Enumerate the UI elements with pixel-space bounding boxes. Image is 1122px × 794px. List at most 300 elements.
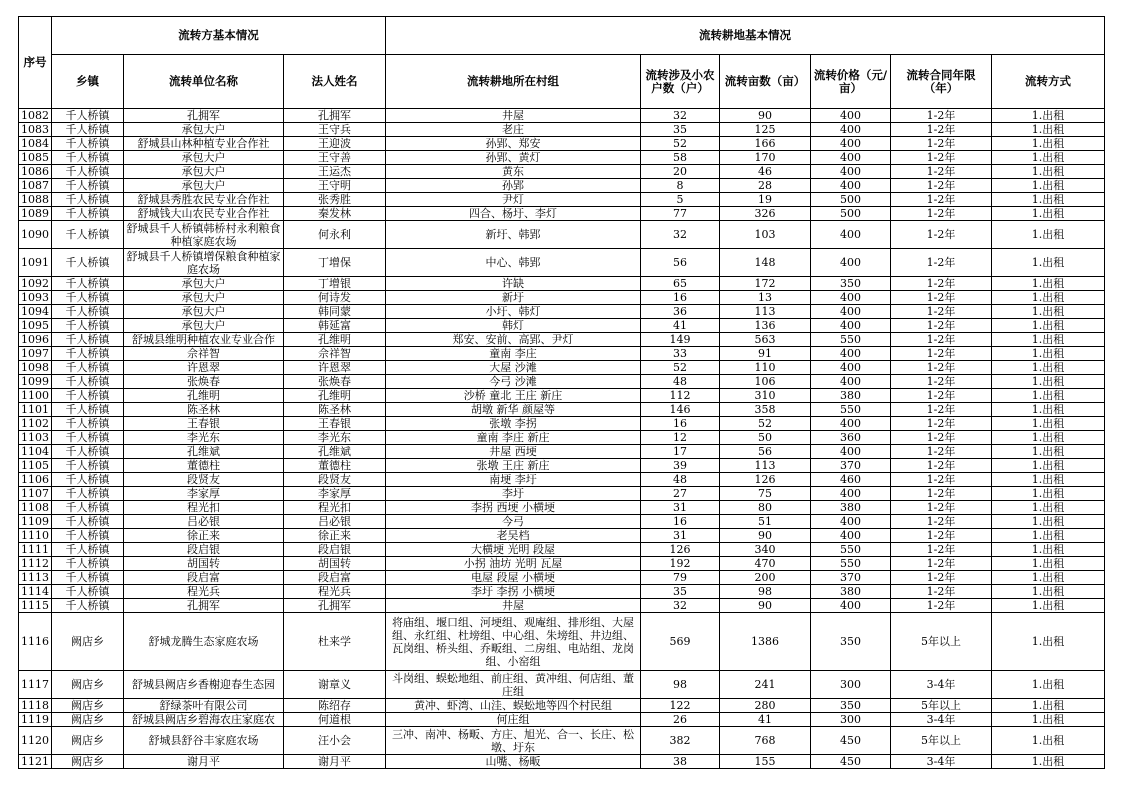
transferee-group-header: 流转方基本情况 — [52, 17, 386, 55]
town-cell: 千人桥镇 — [52, 137, 124, 151]
legal-person-cell: 段启银 — [284, 543, 386, 557]
method-cell: 1.出租 — [992, 305, 1105, 319]
village-group-cell: 新圩、韩郢 — [386, 221, 641, 249]
term-cell: 1-2年 — [891, 361, 992, 375]
area-cell: 50 — [720, 431, 811, 445]
area-cell: 113 — [720, 305, 811, 319]
town-cell: 千人桥镇 — [52, 319, 124, 333]
price-cell: 500 — [811, 207, 891, 221]
area-cell: 125 — [720, 123, 811, 137]
area-cell: 106 — [720, 375, 811, 389]
area-cell: 200 — [720, 571, 811, 585]
term-cell: 3-4年 — [891, 713, 992, 727]
seq-cell: 1113 — [19, 571, 52, 585]
term-cell: 1-2年 — [891, 179, 992, 193]
term-cell: 1-2年 — [891, 319, 992, 333]
seq-cell: 1105 — [19, 459, 52, 473]
term-cell: 1-2年 — [891, 487, 992, 501]
price-cell: 350 — [811, 699, 891, 713]
unit-name-cell: 程光兵 — [124, 585, 284, 599]
area-cell: 170 — [720, 151, 811, 165]
area-cell: 41 — [720, 713, 811, 727]
area-cell: 46 — [720, 165, 811, 179]
table-row — [19, 361, 1105, 375]
price-cell: 400 — [811, 249, 891, 277]
method-cell: 1.出租 — [992, 529, 1105, 543]
area-cell: 91 — [720, 347, 811, 361]
price-cell: 400 — [811, 445, 891, 459]
seq-cell: 1115 — [19, 599, 52, 613]
table-row — [19, 193, 1105, 207]
method-cell: 1.出租 — [992, 487, 1105, 501]
method-cell: 1.出租 — [992, 193, 1105, 207]
unit-name-cell: 孔维明 — [124, 389, 284, 403]
seq-cell: 1110 — [19, 529, 52, 543]
village-group-cell: 郑安、安前、高郢、尹灯 — [386, 333, 641, 347]
table-row — [19, 487, 1105, 501]
method-cell: 1.出租 — [992, 403, 1105, 417]
village-group-cell: 张墩 李拐 — [386, 417, 641, 431]
unit-name-cell: 段启银 — [124, 543, 284, 557]
price-cell: 450 — [811, 727, 891, 755]
village-group-cell: 将庙组、堰口组、河埂组、观庵组、排形组、大屋组、永红组、杜塝组、中心组、朱塝组、井边组、瓦岗组、桥头组、乔畈组、二房组、电站组、龙岗组、小窑组 — [386, 613, 641, 671]
households-cell: 56 — [641, 249, 720, 277]
town-cell: 千人桥镇 — [52, 193, 124, 207]
method-cell: 1.出租 — [992, 557, 1105, 571]
term-cell: 1-2年 — [891, 137, 992, 151]
method-cell: 1.出租 — [992, 713, 1105, 727]
table-row — [19, 277, 1105, 291]
term-cell: 1-2年 — [891, 249, 992, 277]
method-cell: 1.出租 — [992, 361, 1105, 375]
term-cell: 1-2年 — [891, 417, 992, 431]
method-cell: 1.出租 — [992, 249, 1105, 277]
table-row — [19, 347, 1105, 361]
households-cell: 32 — [641, 599, 720, 613]
households-cell: 52 — [641, 361, 720, 375]
table-row — [19, 207, 1105, 221]
method-cell: 1.出租 — [992, 613, 1105, 671]
area-cell: 90 — [720, 599, 811, 613]
households-cell: 16 — [641, 515, 720, 529]
price-cell: 400 — [811, 179, 891, 193]
legal-person-cell: 吕必银 — [284, 515, 386, 529]
legal-person-cell: 韩同蒙 — [284, 305, 386, 319]
price-cell: 400 — [811, 375, 891, 389]
term-cell: 1-2年 — [891, 501, 992, 515]
price-cell: 460 — [811, 473, 891, 487]
method-cell: 1.出租 — [992, 109, 1105, 123]
legal-person-cell: 谢月平 — [284, 755, 386, 769]
legal-person-cell: 王守善 — [284, 151, 386, 165]
town-cell: 阙店乡 — [52, 671, 124, 699]
area-cell: 103 — [720, 221, 811, 249]
method-cell: 1.出租 — [992, 389, 1105, 403]
price-cell: 400 — [811, 123, 891, 137]
seq-cell: 1121 — [19, 755, 52, 769]
households-cell: 122 — [641, 699, 720, 713]
unit-name-cell: 段贤友 — [124, 473, 284, 487]
households-cell: 149 — [641, 333, 720, 347]
table-row — [19, 543, 1105, 557]
price-cell: 550 — [811, 543, 891, 557]
unit-name-cell: 许恩翠 — [124, 361, 284, 375]
legal-person-cell: 丁增银 — [284, 277, 386, 291]
town-cell: 千人桥镇 — [52, 249, 124, 277]
legal-person-cell: 秦发林 — [284, 207, 386, 221]
method-cell: 1.出租 — [992, 165, 1105, 179]
table-row — [19, 613, 1105, 671]
term-cell: 5年以上 — [891, 727, 992, 755]
price-cell: 400 — [811, 165, 891, 179]
village-group-cell: 李圩 — [386, 487, 641, 501]
method-cell: 1.出租 — [992, 599, 1105, 613]
village-group-cell: 大屋 沙滩 — [386, 361, 641, 375]
town-cell: 千人桥镇 — [52, 585, 124, 599]
households-cell: 48 — [641, 473, 720, 487]
col-header-village-group: 流转耕地所在村组 — [386, 55, 641, 109]
method-cell: 1.出租 — [992, 515, 1105, 529]
legal-person-cell: 王守明 — [284, 179, 386, 193]
households-cell: 126 — [641, 543, 720, 557]
method-cell: 1.出租 — [992, 207, 1105, 221]
unit-name-cell: 承包大户 — [124, 123, 284, 137]
legal-person-cell: 丁增保 — [284, 249, 386, 277]
seq-cell: 1087 — [19, 179, 52, 193]
term-cell: 5年以上 — [891, 699, 992, 713]
table-row — [19, 333, 1105, 347]
price-cell: 400 — [811, 487, 891, 501]
area-cell: 310 — [720, 389, 811, 403]
village-group-cell: 尹灯 — [386, 193, 641, 207]
area-cell: 98 — [720, 585, 811, 599]
legal-person-cell: 张焕春 — [284, 375, 386, 389]
term-cell: 1-2年 — [891, 445, 992, 459]
table-body — [19, 109, 1105, 769]
town-cell: 千人桥镇 — [52, 501, 124, 515]
term-cell: 1-2年 — [891, 109, 992, 123]
area-cell: 90 — [720, 109, 811, 123]
legal-person-cell: 王守兵 — [284, 123, 386, 137]
table-row — [19, 109, 1105, 123]
method-cell: 1.出租 — [992, 671, 1105, 699]
area-cell: 172 — [720, 277, 811, 291]
town-cell: 千人桥镇 — [52, 571, 124, 585]
area-cell: 340 — [720, 543, 811, 557]
area-cell: 80 — [720, 501, 811, 515]
legal-person-cell: 王春银 — [284, 417, 386, 431]
term-cell: 1-2年 — [891, 515, 992, 529]
price-cell: 400 — [811, 109, 891, 123]
unit-name-cell: 李光东 — [124, 431, 284, 445]
method-cell: 1.出租 — [992, 699, 1105, 713]
unit-name-cell: 舒城县千人桥镇增保粮食种植家庭农场 — [124, 249, 284, 277]
village-group-cell: 今弓 沙滩 — [386, 375, 641, 389]
col-header-price: 流转价格（元/亩） — [811, 55, 891, 109]
table-row — [19, 123, 1105, 137]
households-cell: 12 — [641, 431, 720, 445]
table-row — [19, 137, 1105, 151]
village-group-cell: 童南 李庄 新庄 — [386, 431, 641, 445]
households-cell: 36 — [641, 305, 720, 319]
table-row — [19, 727, 1105, 755]
term-cell: 1-2年 — [891, 333, 992, 347]
unit-name-cell: 舒城县千人桥镇韩桥村永利粮食种植家庭农场 — [124, 221, 284, 249]
table-row — [19, 291, 1105, 305]
price-cell: 450 — [811, 755, 891, 769]
price-cell: 400 — [811, 305, 891, 319]
price-cell: 400 — [811, 291, 891, 305]
area-cell: 126 — [720, 473, 811, 487]
town-cell: 千人桥镇 — [52, 543, 124, 557]
village-group-cell: 井屋 西埂 — [386, 445, 641, 459]
seq-cell: 1107 — [19, 487, 52, 501]
area-cell: 13 — [720, 291, 811, 305]
method-cell: 1.出租 — [992, 277, 1105, 291]
village-group-cell: 中心、韩郢 — [386, 249, 641, 277]
term-cell: 1-2年 — [891, 599, 992, 613]
legal-person-cell: 陈圣林 — [284, 403, 386, 417]
table-row — [19, 403, 1105, 417]
unit-name-cell: 张焕春 — [124, 375, 284, 389]
village-group-cell: 小拐 油坊 光明 瓦屋 — [386, 557, 641, 571]
area-cell: 136 — [720, 319, 811, 333]
unit-name-cell: 舒城县山林种植专业合作社 — [124, 137, 284, 151]
method-cell: 1.出租 — [992, 137, 1105, 151]
households-cell: 39 — [641, 459, 720, 473]
legal-person-cell: 何诗发 — [284, 291, 386, 305]
village-group-cell: 三冲、南冲、杨畈、方庄、旭光、合一、长庄、松墩、圩东 — [386, 727, 641, 755]
term-cell: 1-2年 — [891, 389, 992, 403]
legal-person-cell: 王迎波 — [284, 137, 386, 151]
table-row — [19, 431, 1105, 445]
term-cell: 1-2年 — [891, 277, 992, 291]
seq-cell: 1091 — [19, 249, 52, 277]
households-cell: 32 — [641, 109, 720, 123]
village-group-cell: 南埂 李圩 — [386, 473, 641, 487]
town-cell: 千人桥镇 — [52, 109, 124, 123]
town-cell: 阙店乡 — [52, 755, 124, 769]
town-cell: 千人桥镇 — [52, 291, 124, 305]
table-row — [19, 417, 1105, 431]
price-cell: 500 — [811, 193, 891, 207]
col-header-legal-person: 法人姓名 — [284, 55, 386, 109]
unit-name-cell: 舒绿茶叶有限公司 — [124, 699, 284, 713]
legal-person-cell: 程光兵 — [284, 585, 386, 599]
term-cell: 1-2年 — [891, 431, 992, 445]
seq-cell: 1102 — [19, 417, 52, 431]
households-cell: 27 — [641, 487, 720, 501]
seq-cell: 1099 — [19, 375, 52, 389]
table-row — [19, 671, 1105, 699]
seq-cell: 1112 — [19, 557, 52, 571]
col-header-method: 流转方式 — [992, 55, 1105, 109]
village-group-cell: 四合、杨圩、李灯 — [386, 207, 641, 221]
table-row — [19, 319, 1105, 333]
seq-cell: 1120 — [19, 727, 52, 755]
term-cell: 1-2年 — [891, 165, 992, 179]
households-cell: 35 — [641, 585, 720, 599]
seq-cell: 1085 — [19, 151, 52, 165]
unit-name-cell: 吕必银 — [124, 515, 284, 529]
households-cell: 35 — [641, 123, 720, 137]
legal-person-cell: 李光东 — [284, 431, 386, 445]
term-cell: 1-2年 — [891, 375, 992, 389]
method-cell: 1.出租 — [992, 543, 1105, 557]
village-group-cell: 韩灯 — [386, 319, 641, 333]
village-group-cell: 大横埂 光明 段屋 — [386, 543, 641, 557]
legal-person-cell: 胡国转 — [284, 557, 386, 571]
seq-cell: 1100 — [19, 389, 52, 403]
village-group-cell: 胡墩 新华 颜屋等 — [386, 403, 641, 417]
legal-person-cell: 孔维明 — [284, 389, 386, 403]
legal-person-cell: 谢章义 — [284, 671, 386, 699]
town-cell: 千人桥镇 — [52, 487, 124, 501]
households-cell: 79 — [641, 571, 720, 585]
town-cell: 千人桥镇 — [52, 473, 124, 487]
seq-cell: 1092 — [19, 277, 52, 291]
price-cell: 300 — [811, 713, 891, 727]
table-row — [19, 699, 1105, 713]
table-row — [19, 473, 1105, 487]
term-cell: 1-2年 — [891, 347, 992, 361]
seq-cell: 1118 — [19, 699, 52, 713]
seq-cell: 1082 — [19, 109, 52, 123]
town-cell: 阙店乡 — [52, 713, 124, 727]
seq-cell: 1094 — [19, 305, 52, 319]
area-cell: 28 — [720, 179, 811, 193]
village-group-cell: 张墩 王庄 新庄 — [386, 459, 641, 473]
table-row — [19, 571, 1105, 585]
unit-name-cell: 承包大户 — [124, 305, 284, 319]
price-cell: 400 — [811, 599, 891, 613]
term-cell: 1-2年 — [891, 193, 992, 207]
area-cell: 110 — [720, 361, 811, 375]
seq-cell: 1086 — [19, 165, 52, 179]
village-group-cell: 山嘴、杨畈 — [386, 755, 641, 769]
method-cell: 1.出租 — [992, 291, 1105, 305]
seq-cell: 1116 — [19, 613, 52, 671]
area-cell: 52 — [720, 417, 811, 431]
unit-name-cell: 舒城钱大山农民专业合作社 — [124, 207, 284, 221]
price-cell: 550 — [811, 333, 891, 347]
households-cell: 52 — [641, 137, 720, 151]
term-cell: 1-2年 — [891, 305, 992, 319]
town-cell: 千人桥镇 — [52, 123, 124, 137]
unit-name-cell: 舒城县维明种植农业专业合作 — [124, 333, 284, 347]
town-cell: 千人桥镇 — [52, 417, 124, 431]
price-cell: 380 — [811, 389, 891, 403]
term-cell: 1-2年 — [891, 585, 992, 599]
table-row — [19, 445, 1105, 459]
term-cell: 1-2年 — [891, 207, 992, 221]
method-cell: 1.出租 — [992, 473, 1105, 487]
method-cell: 1.出租 — [992, 151, 1105, 165]
village-group-cell: 黄东 — [386, 165, 641, 179]
area-cell: 56 — [720, 445, 811, 459]
unit-name-cell: 舒城县舒谷丰家庭农场 — [124, 727, 284, 755]
price-cell: 400 — [811, 151, 891, 165]
term-cell: 1-2年 — [891, 529, 992, 543]
area-cell: 148 — [720, 249, 811, 277]
table-header — [19, 17, 1105, 109]
unit-name-cell: 董德柱 — [124, 459, 284, 473]
area-cell: 563 — [720, 333, 811, 347]
seq-cell: 1088 — [19, 193, 52, 207]
households-cell: 41 — [641, 319, 720, 333]
table-row — [19, 179, 1105, 193]
legal-person-cell: 段贤友 — [284, 473, 386, 487]
area-cell: 155 — [720, 755, 811, 769]
table-row — [19, 459, 1105, 473]
seq-cell: 1117 — [19, 671, 52, 699]
seq-cell: 1097 — [19, 347, 52, 361]
households-cell: 31 — [641, 529, 720, 543]
legal-person-cell: 陈绍存 — [284, 699, 386, 713]
town-cell: 阙店乡 — [52, 727, 124, 755]
table-row — [19, 529, 1105, 543]
town-cell: 千人桥镇 — [52, 459, 124, 473]
table-row — [19, 755, 1105, 769]
unit-name-cell: 李家厚 — [124, 487, 284, 501]
method-cell: 1.出租 — [992, 347, 1105, 361]
term-cell: 1-2年 — [891, 473, 992, 487]
town-cell: 千人桥镇 — [52, 305, 124, 319]
village-group-cell: 何庄组 — [386, 713, 641, 727]
legal-person-cell: 何永利 — [284, 221, 386, 249]
households-cell: 382 — [641, 727, 720, 755]
term-cell: 1-2年 — [891, 123, 992, 137]
unit-name-cell: 谢月平 — [124, 755, 284, 769]
price-cell: 400 — [811, 529, 891, 543]
term-cell: 5年以上 — [891, 613, 992, 671]
legal-person-cell: 段启富 — [284, 571, 386, 585]
price-cell: 370 — [811, 459, 891, 473]
unit-name-cell: 王春银 — [124, 417, 284, 431]
town-cell: 千人桥镇 — [52, 179, 124, 193]
households-cell: 192 — [641, 557, 720, 571]
households-cell: 26 — [641, 713, 720, 727]
area-cell: 19 — [720, 193, 811, 207]
method-cell: 1.出租 — [992, 501, 1105, 515]
method-cell: 1.出租 — [992, 333, 1105, 347]
price-cell: 550 — [811, 557, 891, 571]
table-row — [19, 165, 1105, 179]
seq-cell: 1106 — [19, 473, 52, 487]
method-cell: 1.出租 — [992, 571, 1105, 585]
households-cell: 65 — [641, 277, 720, 291]
seq-cell: 1084 — [19, 137, 52, 151]
price-cell: 400 — [811, 221, 891, 249]
area-cell: 75 — [720, 487, 811, 501]
table-row — [19, 389, 1105, 403]
seq-cell: 1104 — [19, 445, 52, 459]
legal-person-cell: 董德柱 — [284, 459, 386, 473]
village-group-cell: 老吴档 — [386, 529, 641, 543]
area-cell: 1386 — [720, 613, 811, 671]
unit-name-cell: 佘祥智 — [124, 347, 284, 361]
table-row — [19, 557, 1105, 571]
unit-name-cell: 舒城县秀胜农民专业合作社 — [124, 193, 284, 207]
method-cell: 1.出租 — [992, 375, 1105, 389]
village-group-cell: 李拐 西埂 小横埂 — [386, 501, 641, 515]
unit-name-cell: 承包大户 — [124, 151, 284, 165]
households-cell: 8 — [641, 179, 720, 193]
area-cell: 326 — [720, 207, 811, 221]
price-cell: 400 — [811, 515, 891, 529]
term-cell: 1-2年 — [891, 221, 992, 249]
term-cell: 1-2年 — [891, 151, 992, 165]
